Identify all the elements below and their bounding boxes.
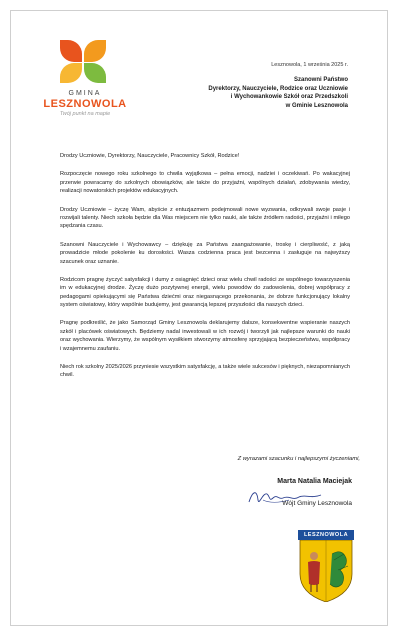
paragraph: Niech rok szkolny 2025/2026 przyniesie wszystkim satysfakcję, a także wiele sukcesów i pięknych, niezapomnianych chwil.: [60, 364, 350, 379]
signatory-role: Wójt Gminy Lesznowola: [282, 500, 352, 507]
paragraph: Szanowni Nauczyciele i Wychowawcy – dziękuję za Państwa zaangażowanie, troskę i cierpliwość, z jaką prowadzicie młode pokolenie ku dorosłości. Wasza codzienna praca jest bezcenna i zasługuje na najwyższy szacunek oraz uznanie.: [60, 241, 350, 265]
letter-date: Lesznowola, 1 września 2025 r.: [271, 62, 348, 68]
salutation: Drodzy Uczniowie, Dyrektorzy, Nauczyciele, Pracownicy Szkół, Rodzice!: [60, 153, 240, 159]
recipient-block: [88, 76, 348, 111]
letter-body: [60, 152, 350, 390]
coat-of-arms: [298, 530, 354, 602]
crest-label: LESZNOWOLA: [298, 530, 354, 540]
closing-line: Z wyrazami szacunku i najlepszymi życzeniami,: [237, 456, 360, 462]
recipient-line: Szanowni Państwo: [293, 77, 348, 83]
paragraph: Pragnę podkreślić, że jako Samorząd Gminy Lesznowola deklarujemy dalsze, konsekwentne wspieranie naszych szkół i placówek oświatowych. Będziemy nadal inwestowali w ich rozwój i tworzyli jak najlepsze warunki do nauki oraz wychowania. Wierzymy, że wspólnym wysiłkiem stworzymy atmosferę sprzyjającą bezpieczeństwu, współpracy i wzajemnemu zaufaniu.: [60, 320, 350, 352]
paragraph: Drodzy Uczniowie – życzę Wam, abyście z entuzjazmem podejmowali nowe wyzwania, odkrywali swoje pasje i rozwijali talenty. Niech szkoła będzie dla Was miejscem nie tylko nauki, ale także źródłem radości, przyjaźni i miłego spędzania czasu.: [60, 206, 350, 230]
paragraph: Rozpoczęcie nowego roku szkolnego to chwila wyjątkowa – pełna emocji, nadziei i oczekiwań. Po wakacyjnej przerwie powracamy do szkolnych obowiązków, ale także do przyjaźni, wspólnych działań, zdobywania wiedzy, realizacji nowatorskich projektów edukacyjnych.: [60, 171, 350, 195]
signatory-name: Marta Natalia Maciejak: [277, 478, 352, 485]
crest-shield-icon: [298, 540, 354, 602]
paragraph: Rodzicom pragnę życzyć satysfakcji i dumy z osiągnięć dzieci oraz wielu chwil radości ze wspólnego towarzyszenia im w edukacyjnej drodze. Życzę dużo pozytywnej energii, wielu powodów do zadowolenia, dobrej współpracy z pedagogami opiekującymi się Państwa dziećmi oraz niegasnącego przekonania, że dobrze funkcjonujący lokalny system oświatowy, który wspólnie budujemy, jest gwarancją lepszej przyszłości dla naszych dzieci.: [60, 276, 350, 309]
logo-tagline: Twój punkt na mapie: [59, 111, 111, 117]
recipient-line: w Gminie Lesznowola: [285, 103, 348, 110]
recipient-line: Dyrektorzy, Nauczyciele, Rodzice oraz Uczniowie: [208, 85, 348, 92]
recipient-line: i Wychowankowie Szkół oraz Przedszkoli: [230, 94, 348, 101]
logo-gmina-text: GMINA: [68, 90, 102, 97]
logo-name-text: LESZNOWOLA: [43, 98, 127, 110]
